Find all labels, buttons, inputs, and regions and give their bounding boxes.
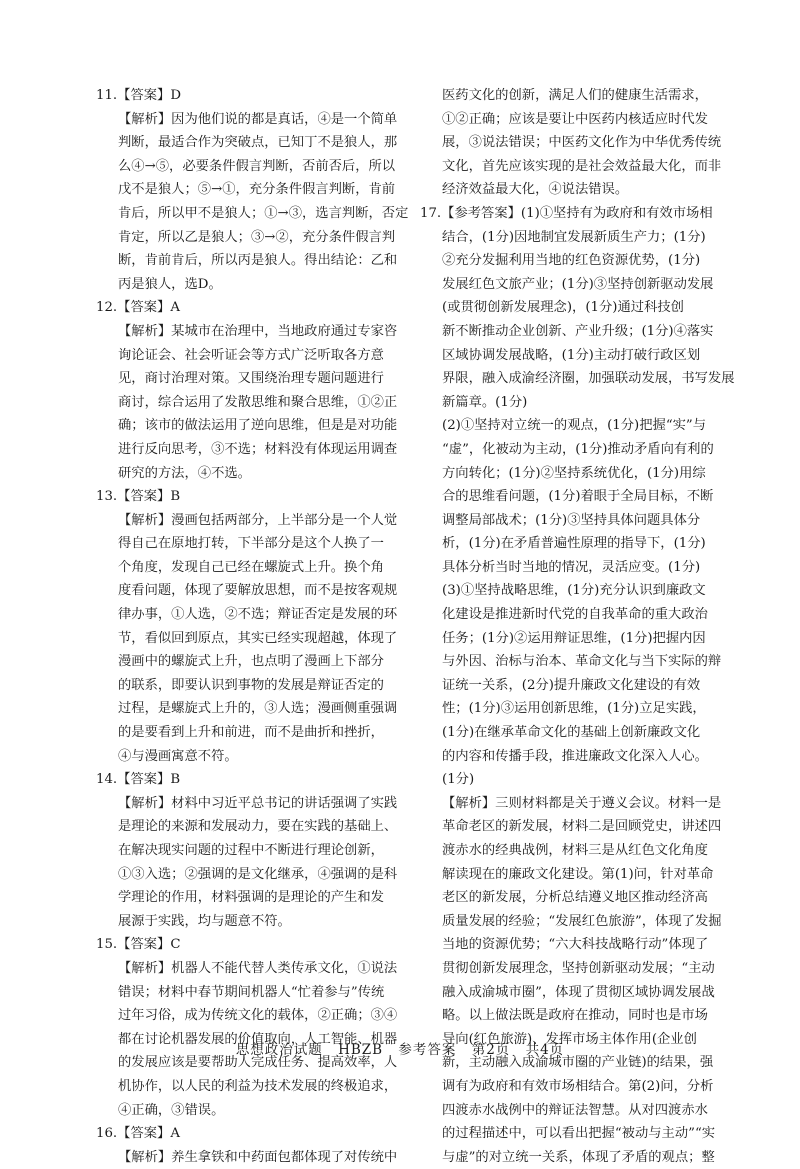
analysis-line: 解读现在的廉政文化建设。第(1)问，针对革命 [442, 866, 714, 882]
analysis-line: 渡赤水的经典战例，材料三是从红色文化角度 [442, 843, 708, 858]
analysis-line: 方向转化；(1分)②坚持系统优化，(1分)用综 [442, 465, 706, 481]
analysis-line: 质量发展的经验；“发展红色旅游”，体现了发掘 [442, 913, 722, 929]
analysis-line: 展源于实践，均与题意不符。 [118, 913, 291, 929]
analysis-line: 丙是狼人，选D。 [118, 276, 222, 292]
analysis-line: 证统一关系，(2分)提升廉政文化建设的有效 [442, 677, 701, 693]
analysis-line: ④正确，③错误。 [118, 1102, 225, 1118]
analysis-line: 商讨，综合运用了发散思维和聚合思维，①②正 [118, 394, 398, 410]
footer-type: 参考答案 [398, 1042, 457, 1058]
analysis-line: 断，肯前肯后，所以丙是狼人。得出结论：乙和 [118, 253, 398, 269]
analysis-line: 贯彻创新发展理念，坚持创新驱动发展；“主动 [442, 960, 715, 976]
analysis-line: 与虚”的对立统一关系，体现了矛盾的观点；整 [442, 1149, 715, 1165]
analysis-line: 发展红色文旅产业；(1分)③坚持创新驱动发展 [442, 276, 714, 292]
analysis-line: 【解析】三则材料都是关于遵义会议。材料一是 [442, 795, 722, 811]
analysis-line: “虚”，化被动为主动，(1分)推动矛盾向有利的 [442, 441, 714, 457]
analysis-line: 个角度，发现自己已经在螺旋式上升。换个角 [118, 559, 384, 575]
analysis-line: 在解决现实问题的过程中不断进行理论创新， [118, 843, 384, 858]
analysis-line: 肯后，所以甲不是狼人；①→③，选言判断，否定 [118, 205, 409, 221]
analysis-line: 医药文化的创新，满足人们的健康生活需求， [442, 88, 708, 103]
answer-line: 15.【答案】C [96, 937, 181, 953]
page-footer [0, 1038, 800, 1058]
analysis-line: 的是要看到上升和前进，而不是曲折和挫折， [118, 725, 384, 741]
analysis-line: ①③入选；②强调的是文化继承，④强调的是科 [118, 866, 398, 882]
answer-line: 13.【答案】B [96, 489, 181, 505]
question-14 [96, 768, 426, 933]
analysis-line: 度看问题，体现了要解放思想，而不是按客观规 [118, 583, 398, 599]
analysis-line: 进行反向思考，③不选；材料没有体现运用调查 [118, 441, 398, 457]
analysis-line: 得自己在原地打转，下半部分是这个人换了一 [118, 536, 384, 552]
analysis-line: 的联系，即要认识到事物的发展是辩证否定的 [118, 677, 384, 693]
analysis-line: 文化，首先应该实现的是社会效益最大化，而非 [442, 158, 722, 174]
analysis-line: 的内容和传播手段，推进廉政文化深入人心。 [442, 748, 708, 764]
analysis-line: (3)①坚持战略思维，(1分)充分认识到廉政文 [442, 583, 706, 599]
analysis-line: 革命老区的新发展，材料二是回顾党史，讲述四 [442, 819, 722, 835]
analysis-line: 界限，融入成渝经济圈，加强联动发展，书写发展 [442, 371, 735, 387]
analysis-line: 确；该市的做法运用了逆向思维，但是是对功能 [118, 418, 398, 434]
question-11 [96, 84, 426, 296]
answer-line: 12.【答案】A [96, 300, 180, 316]
analysis-line: 见，商讨治理对策。又围绕治理专题问题进行 [118, 371, 384, 387]
analysis-line: 律办事，①人选，②不选；辩证否定是发展的环 [118, 607, 398, 623]
question-17 [420, 202, 750, 1169]
analysis-line: 新不断推动企业创新、产业升级；(1分)④落实 [442, 323, 714, 339]
analysis-line: 【解析】材料中习近平总书记的讲话强调了实践 [118, 795, 398, 811]
analysis-line: 老区的新发展，分析总结遵义地区推动经济高 [442, 890, 708, 906]
analysis-line: 任务；(1分)②运用辩证思维，(1分)把握内因 [442, 630, 706, 646]
left-column [96, 84, 426, 1169]
analysis-line: 么④→⑤，必要条件假言判断，否前否后，所以 [118, 158, 396, 174]
analysis-line: (1分) [442, 772, 475, 788]
analysis-line: 错误；材料中春节期间机器人“忙着参与”传统 [118, 984, 385, 1000]
analysis-line: 都在讨论机器发展的价值取向，人工智能、机器 [118, 1031, 398, 1047]
analysis-line: 性；(1分)③运用创新思维，(1分)立足实践， [442, 701, 706, 717]
answer-line: 14.【答案】B [96, 772, 181, 788]
analysis-line: 新，主动融入成渝城市圈的产业链)的结果，强 [442, 1055, 714, 1071]
analysis-line: 学理论的作用，材料强调的是理论的产生和发 [118, 890, 384, 906]
analysis-line: 析，(1分)在矛盾普遍性原理的指导下，(1分) [442, 536, 706, 552]
analysis-line: 当地的资源优势；“六大科技战略行动”体现了 [442, 937, 709, 953]
right-column [420, 84, 750, 1169]
analysis-line: 【解析】因为他们说的都是真话，④是一个简单 [118, 111, 398, 127]
analysis-line: ②充分发掘利用当地的红色资源优势，(1分) [442, 253, 701, 269]
analysis-line: 的发展应该是要帮助人完成任务、提高效率，人 [118, 1055, 398, 1071]
analysis-line: 【解析】漫画包括两部分，上半部分是一个人觉 [118, 512, 398, 528]
analysis-line: 导向(红色旅游)、发挥市场主体作用(企业创 [442, 1031, 697, 1047]
footer-total: 共4页 [525, 1042, 565, 1058]
question-16 [96, 1122, 426, 1169]
footer-subject: 思想政治试题 [235, 1042, 323, 1058]
analysis-line: 询论证会、社会听证会等方式广泛听取各方意 [118, 347, 384, 363]
analysis-line: ④与漫画寓意不符。 [118, 748, 238, 764]
analysis-line: 具体分析当时当地的情况，灵活应变。(1分) [442, 559, 701, 575]
analysis-line: 节，看似回到原点，其实已经实现超越，体现了 [118, 630, 398, 646]
analysis-line: 略。以上做法既是政府在推动，同时也是市场 [442, 1008, 708, 1024]
analysis-line: 四渡赤水战例中的辩证法智慧。从对四渡赤水 [442, 1102, 708, 1118]
analysis-line: 展，③说法错误；中医药文化作为中华优秀传统 [442, 135, 722, 151]
analysis-line: 融入成渝城市圈”，体现了贯彻区域协调发展战 [442, 984, 715, 1000]
answer-line: 16.【答案】A [96, 1126, 180, 1142]
analysis-line: 判断，最适合作为突破点，已知丁不是狼人，那 [118, 135, 398, 151]
analysis-line: 区域协调发展战略，(1分)主动打破行政区划 [442, 347, 701, 363]
analysis-line: 戊不是狼人；⑤→①，充分条件假言判断，肯前 [118, 182, 396, 198]
analysis-line: 结合，(1分)因地制宜发展新质生产力；(1分) [442, 229, 706, 245]
analysis-line: 与外因、治标与治本、革命文化与当下实际的辩 [442, 654, 722, 670]
question-15 [96, 933, 426, 1122]
analysis-line: 【解析】养生拿铁和中药面包都体现了对传统中 [118, 1149, 398, 1165]
analysis-line: 过年习俗，成为传统文化的载体，②正确；③④ [118, 1008, 398, 1024]
analysis-line: 是理论的来源和发展动力，要在实践的基础上、 [118, 819, 398, 835]
analysis-line: ①②正确；应该是要让中医药内核适应时代发 [442, 111, 708, 127]
analysis-line: (2)①坚持对立统一的观点，(1分)把握“实”与 [442, 418, 707, 434]
analysis-line: 肯定，所以乙是狼人；③→②，充分条件假言判 [118, 229, 396, 245]
analysis-line: 机协作，以人民的利益为技术发展的终极追求， [118, 1078, 398, 1094]
question-12 [96, 296, 426, 485]
analysis-line: 合的思维看问题，(1分)着眼于全局目标，不断 [442, 489, 714, 505]
analysis-line: 过程，是螺旋式上升的，③人选；漫画侧重强调 [118, 701, 398, 717]
answer-line: 17.【参考答案】(1)①坚持有为政府和有效市场相 [420, 205, 713, 221]
analysis-line: 经济效益最大化，④说法错误。 [442, 182, 629, 198]
analysis-line: 漫画中的螺旋式上升，也点明了漫画上下部分 [118, 654, 384, 670]
analysis-line: 调整局部战术；(1分)③坚持具体问题具体分 [442, 512, 701, 528]
analysis-line: 新篇章。(1分) [442, 394, 528, 410]
answer-line: 11.【答案】D [96, 88, 181, 103]
analysis-line: 【解析】某城市在治理中，当地政府通过专家咨 [118, 323, 398, 339]
analysis-line: 【解析】机器人不能代替人类传承文化，①说法 [118, 960, 398, 976]
footer-page: 第2页 [471, 1042, 511, 1058]
footer-code: HBZB [338, 1042, 384, 1058]
question-13 [96, 485, 426, 768]
analysis-line: 的过程描述中，可以看出把握“被动与主动”“实 [442, 1126, 716, 1142]
analysis-line: (1分)在继承革命文化的基础上创新廉政文化 [442, 725, 701, 741]
analysis-line: (或贯彻创新发展理念)，(1分)通过科技创 [442, 300, 684, 316]
analysis-line: 调有为政府和有效市场相结合。第(2)问，分析 [442, 1078, 714, 1094]
analysis-line: 研究的方法，④不选。 [118, 465, 251, 481]
q16-continued [420, 84, 750, 202]
analysis-line: 化建设是推进新时代党的自我革命的重大政治 [442, 607, 708, 623]
